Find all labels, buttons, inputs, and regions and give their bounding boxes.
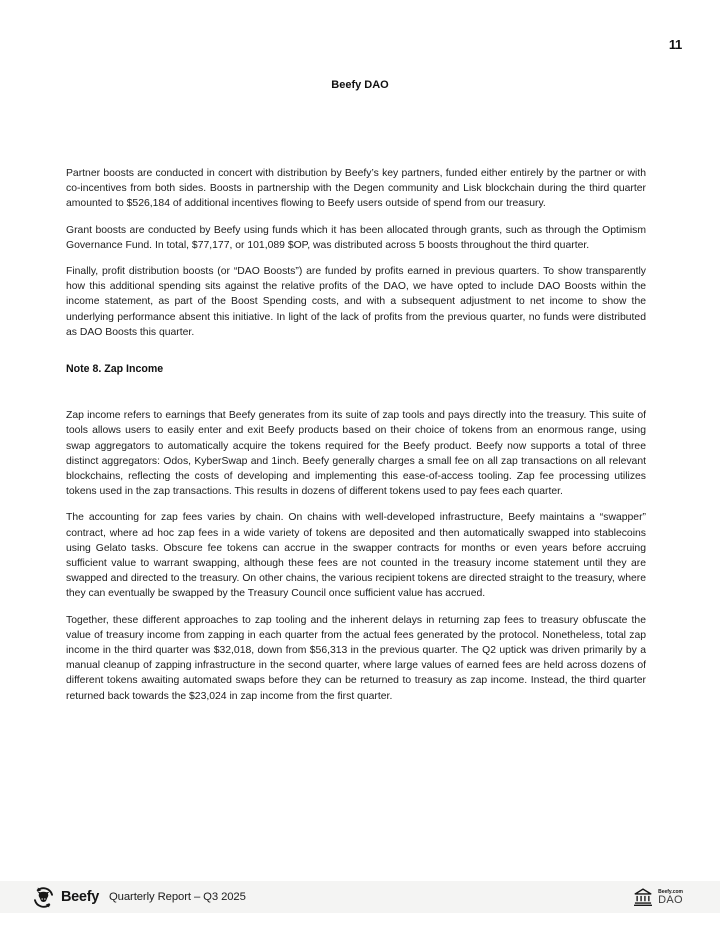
paragraph-partner-boosts: Partner boosts are conducted in concert with distribution by Beefy’s key partners, funded either entirely by the partner or with co-incentives from both sides. Boosts in partnership with the Degen community and Lisk blockchain during the third quarter amounted to $526,184 of additional incentives flowing to Beefy users outside of spend from our treasury. (66, 168, 646, 210)
footer-brand (31, 885, 246, 910)
footer-report-label: Quarterly Report – Q3 2025 (109, 891, 246, 903)
footer-brand-name: Beefy (61, 889, 99, 905)
footer-dao (632, 886, 683, 908)
note-8-heading: Note 8. Zap Income (66, 363, 164, 376)
footer (0, 881, 720, 913)
paragraph-zap-income-intro: Zap income refers to earnings that Beefy generates from its suite of zap tools and pays directly into the treasury. This suite of tools allows users to easily enter and exit Beefy products based on their choice of tokens from an enormous range, using swap aggregators to automatically acquire the tokens required for the Beefy product. Beefy now supports a total of three distinct aggregators: Odos, KyberSwap and 1inch. Beefy generally charges a small fee on all zap transactions on all relevant blockchains, reflecting the costs of developing and implementing this ease-of-access tooling. Zap fee processing utilizes tokens used in the zap transactions. This results in dozens of different tokens used to pay fees each quarter. (66, 410, 646, 498)
page-number: 11 (668, 37, 682, 52)
bank-building-icon (632, 886, 654, 908)
document-body (66, 166, 646, 715)
footer-dao-label: DAO (658, 893, 683, 906)
footer-dao-site: Beefy.com (658, 888, 683, 895)
beefy-cow-logo-icon (31, 885, 56, 910)
paragraph-zap-income-totals: Together, these different approaches to zap tooling and the inherent delays in returning zap fees to treasury obfuscate the value of treasury income from zapping in each quarter from the actual fees generated by the protocol. Nonetheless, total zap income in the third quarter was $32,018, down from $56,313 in the previous quarter. The Q2 uptick was driven primarily by a manual cleanup of zapping infrastructure in the second quarter, where large values of earned fees are held across dozens of different tokens awaiting automated swaps before they can be returned to treasury as zap income. Instead, the third quarter returned back towards the $23,024 in zap income from the first quarter. (66, 614, 646, 702)
paragraph-dao-boosts: Finally, profit distribution boosts (or “DAO Boosts”) are funded by profits earned in previous quarters. To show transparently how this additional spending sits against the relative profits of the DAO, we have opted to include DAO Boosts within the income statement, as part of the Boost Spending costs, and with a subsequent adjustment to net income to show the underlying performance absent this initiative. In light of the lack of profits from the previous quarter, no funds were distributed as DAO Boosts this quarter. (66, 266, 646, 338)
paragraph-zap-fee-accounting: The accounting for zap fees varies by chain. On chains with well-developed infrastructure, Beefy maintains a “swapper” contract, where ad hoc zap fees in a wide variety of tokens are deposited and then automatically swapped into stablecoins using Gelato tasks. Obscure fee tokens can accrue in the swapper contracts for months or even years before accruing sufficient value to warrant swapping, although these fees are not counted in the treasury income statement until they are swapped and directed to the treasury. On other chains, the various recipient tokens are directed straight to the treasury, where they can eventually be swapped by the Treasury Council once sufficient value has accrued. (66, 512, 646, 600)
paragraph-grant-boosts: Grant boosts are conducted by Beefy using funds which it has been allocated through grants, such as through the Optimism Governance Fund. In total, $77,177, or 101,089 $OP, was distributed across 5 boosts throughout the third quarter. (66, 224, 646, 251)
footer-dao-text (658, 889, 683, 906)
document-title: Beefy DAO (331, 79, 389, 91)
